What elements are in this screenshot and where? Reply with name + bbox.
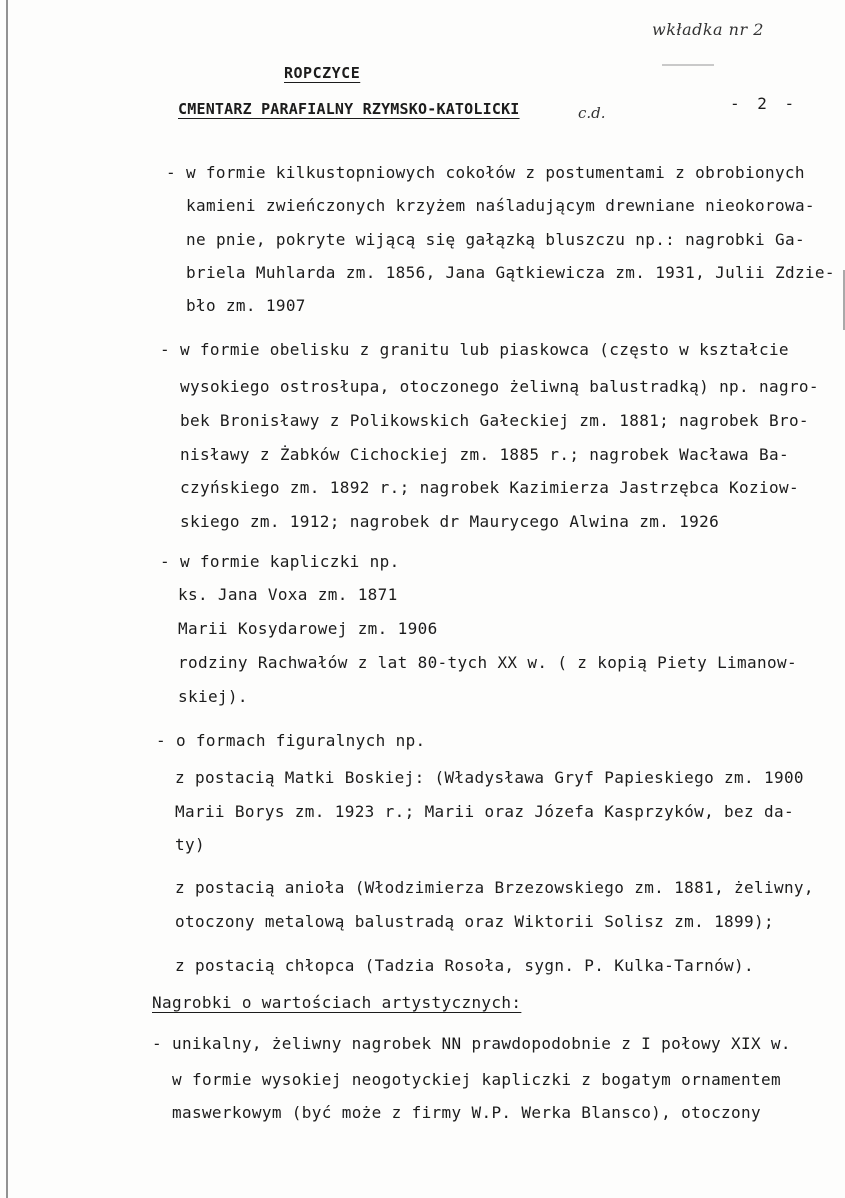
page-number: - 2 - bbox=[730, 94, 799, 113]
text-line: - w formie kilkustopniowych cokołów z postumentami z obrobionych bbox=[166, 163, 805, 182]
text-line: bek Bronisławy z Polikowskich Gałeckiej zm. 1881; nagrobek Bro- bbox=[180, 411, 809, 430]
text-line: skiego zm. 1912; nagrobek dr Maurycego Alwina zm. 1926 bbox=[180, 512, 720, 531]
text-line: ks. Jana Voxa zm. 1871 bbox=[178, 585, 398, 604]
handwritten-annotation: wkładka nr 2 bbox=[652, 20, 764, 39]
text-line: skiej). bbox=[178, 687, 248, 706]
text-line: z postacią anioła (Włodzimierza Brzezowskiego zm. 1881, żeliwny, bbox=[175, 878, 814, 897]
page-edge-shadow bbox=[6, 0, 8, 1198]
text-line: bło zm. 1907 bbox=[186, 296, 306, 315]
faint-stamp-mark bbox=[662, 64, 714, 66]
text-line: - unikalny, żeliwny nagrobek NN prawdopodobnie z I połowy XIX w. bbox=[152, 1034, 791, 1053]
text-line: z postacią Matki Boskiej: (Władysława Gryf Papieskiego zm. 1900 bbox=[175, 768, 804, 787]
document-subtitle: CMENTARZ PARAFIALNY RZYMSKO-KATOLICKI bbox=[178, 100, 520, 118]
text-line: z postacią chłopca (Tadzia Rosoła, sygn. P. Kulka-Tarnów). bbox=[175, 956, 755, 975]
text-line: ty) bbox=[175, 835, 205, 854]
text-line: otoczony metalową balustradą oraz Wiktorii Solisz zm. 1899); bbox=[175, 912, 774, 931]
text-line: - o formach figuralnych np. bbox=[156, 731, 426, 750]
text-line: Marii Borys zm. 1923 r.; Marii oraz Józefa Kasprzyków, bez da- bbox=[175, 802, 794, 821]
text-line: nisławy z Żabków Cichockiej zm. 1885 r.; nagrobek Wacława Ba- bbox=[180, 445, 789, 464]
text-line: maswerkowym (być może z firmy W.P. Werka Blansco), otoczony bbox=[172, 1103, 761, 1122]
text-line: rodziny Rachwałów z lat 80-tych XX w. ( z kopią Piety Limanow- bbox=[178, 653, 797, 672]
text-line: - w formie obelisku z granitu lub piaskowca (często w kształcie bbox=[160, 340, 789, 359]
text-line: Marii Kosydarowej zm. 1906 bbox=[178, 619, 438, 638]
text-line: - w formie kapliczki np. bbox=[160, 552, 400, 571]
document-title: ROPCZYCE bbox=[284, 64, 361, 82]
text-line: ne pnie, pokryte wijącą się gałązką bluszczu np.: nagrobki Ga- bbox=[186, 230, 805, 249]
text-line: kamieni zwieńczonych krzyżem naśladującym drewniane nieokorowa- bbox=[186, 196, 815, 215]
text-line: briela Muhlarda zm. 1856, Jana Gątkiewicza zm. 1931, Julii Zdzie- bbox=[186, 263, 835, 282]
text-line: w formie wysokiej neogotyckiej kapliczki z bogatym ornamentem bbox=[172, 1070, 781, 1089]
section-heading: Nagrobki o wartościach artystycznych: bbox=[152, 993, 522, 1012]
text-line: czyńskiego zm. 1892 r.; nagrobek Kazimierza Jastrzębca Koziow- bbox=[180, 478, 799, 497]
continued-note: c.d. bbox=[578, 104, 606, 122]
text-line: wysokiego ostrosłupa, otoczonego żeliwną balustradką) np. nagro- bbox=[180, 377, 819, 396]
